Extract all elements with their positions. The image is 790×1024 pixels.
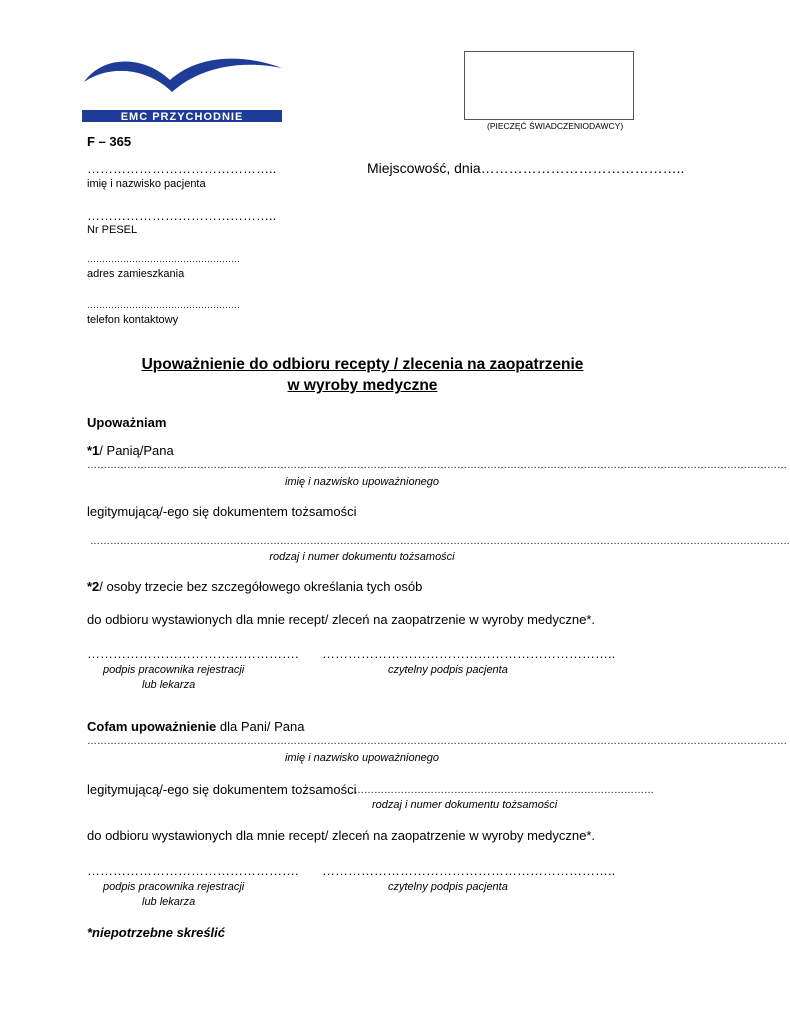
option-2 — [87, 579, 422, 594]
revoke-name-label: imię i nazwisko upoważnionego — [284, 752, 440, 764]
address-label: adres zamieszkania — [87, 268, 185, 280]
stamp-box — [464, 51, 634, 120]
patient-name-dots: …………………………………….. — [87, 161, 277, 176]
staff-signature-label: podpis pracownika rejestracji — [103, 664, 245, 676]
staff-signature-dots: …………………………………………. — [87, 646, 299, 661]
revoke-heading-bold: Cofam upoważnienie — [87, 719, 217, 734]
logo-bird-wing-icon — [84, 59, 282, 92]
option-1-number: *1 — [87, 443, 100, 458]
authorized-name-label: imię i nazwisko upoważnionego — [284, 476, 440, 488]
phone-label: telefon kontaktowy — [87, 314, 179, 326]
footnote: *niepotrzebne skreślić — [87, 925, 225, 940]
authorized-name-dots: ………………………………………………………………………………………………………………………………………………………………………………………… — [87, 460, 787, 471]
staff-signature-label-b-2: lub lekarza — [142, 896, 196, 908]
pesel-dots: …………………………………….. — [87, 208, 277, 223]
authorize-heading: Upoważniam — [87, 415, 167, 430]
address-dots: …………………………………………… — [87, 254, 240, 264]
place-date: Miejscowość, dnia…………………………………….. — [367, 160, 685, 176]
pesel-label: Nr PESEL — [87, 224, 138, 236]
option-1 — [87, 443, 174, 458]
revoke-id-dots: ………………………………………………………………………………… — [344, 785, 654, 796]
option-2-text: / osoby trzecie bez szczegółowego określania tych osób — [99, 579, 423, 594]
revoke-heading-rest: dla Pani/ Pana — [216, 719, 305, 734]
patient-name-label: imię i nazwisko pacjenta — [87, 178, 206, 190]
staff-signature-label-2: lub lekarza — [142, 679, 196, 691]
phone-dots: …………………………………………… — [87, 300, 240, 310]
stamp-caption: (PIECZĘĆ ŚWIADCZENIODAWCY) — [487, 121, 624, 131]
revoke-name-dots: ………………………………………………………………………………………………………………………………………………………………………………………… — [87, 736, 787, 747]
option-2-number: *2 — [87, 579, 100, 594]
document-title-line-2: w wyroby medyczne — [287, 377, 438, 394]
id-doc-dots: ………………………………………………………………………………………………………………………………………………………………………………………… — [90, 536, 790, 547]
revoke-id-label: rodzaj i numer dokumentu tożsamości — [372, 799, 558, 811]
revoke-id-text: legitymującą/-ego się dokumentem tożsamości — [87, 782, 357, 797]
patient-signature-dots-2: ………………………………………………………….. — [322, 863, 616, 878]
revoke-purpose-text: do odbioru wystawionych dla mnie recept/ zleceń na zaopatrzenie w wyroby medyczne*. — [87, 828, 595, 843]
form-code: F – 365 — [87, 134, 132, 149]
option-1-text: / Panią/Pana — [99, 443, 174, 458]
document-title-line-1: Upoważnienie do odbioru recepty / zlecenia na zaopatrzenie — [141, 356, 584, 373]
id-doc-label: rodzaj i numer dokumentu tożsamości — [269, 551, 455, 563]
revoke-heading — [87, 719, 304, 734]
id-doc-text: legitymującą/-ego się dokumentem tożsamości — [87, 504, 357, 519]
purpose-text: do odbioru wystawionych dla mnie recept/ zleceń na zaopatrzenie w wyroby medyczne*. — [87, 612, 595, 627]
staff-signature-label-b: podpis pracownika rejestracji — [103, 881, 245, 893]
emc-logo — [82, 52, 284, 124]
patient-signature-label-b: czytelny podpis pacjenta — [388, 881, 508, 893]
logo-text: EMC PRZYCHODNIE — [120, 111, 244, 123]
patient-signature-dots: ………………………………………………………….. — [322, 646, 616, 661]
staff-signature-dots-2: …………………………………………. — [87, 863, 299, 878]
patient-signature-label: czytelny podpis pacjenta — [388, 664, 508, 676]
